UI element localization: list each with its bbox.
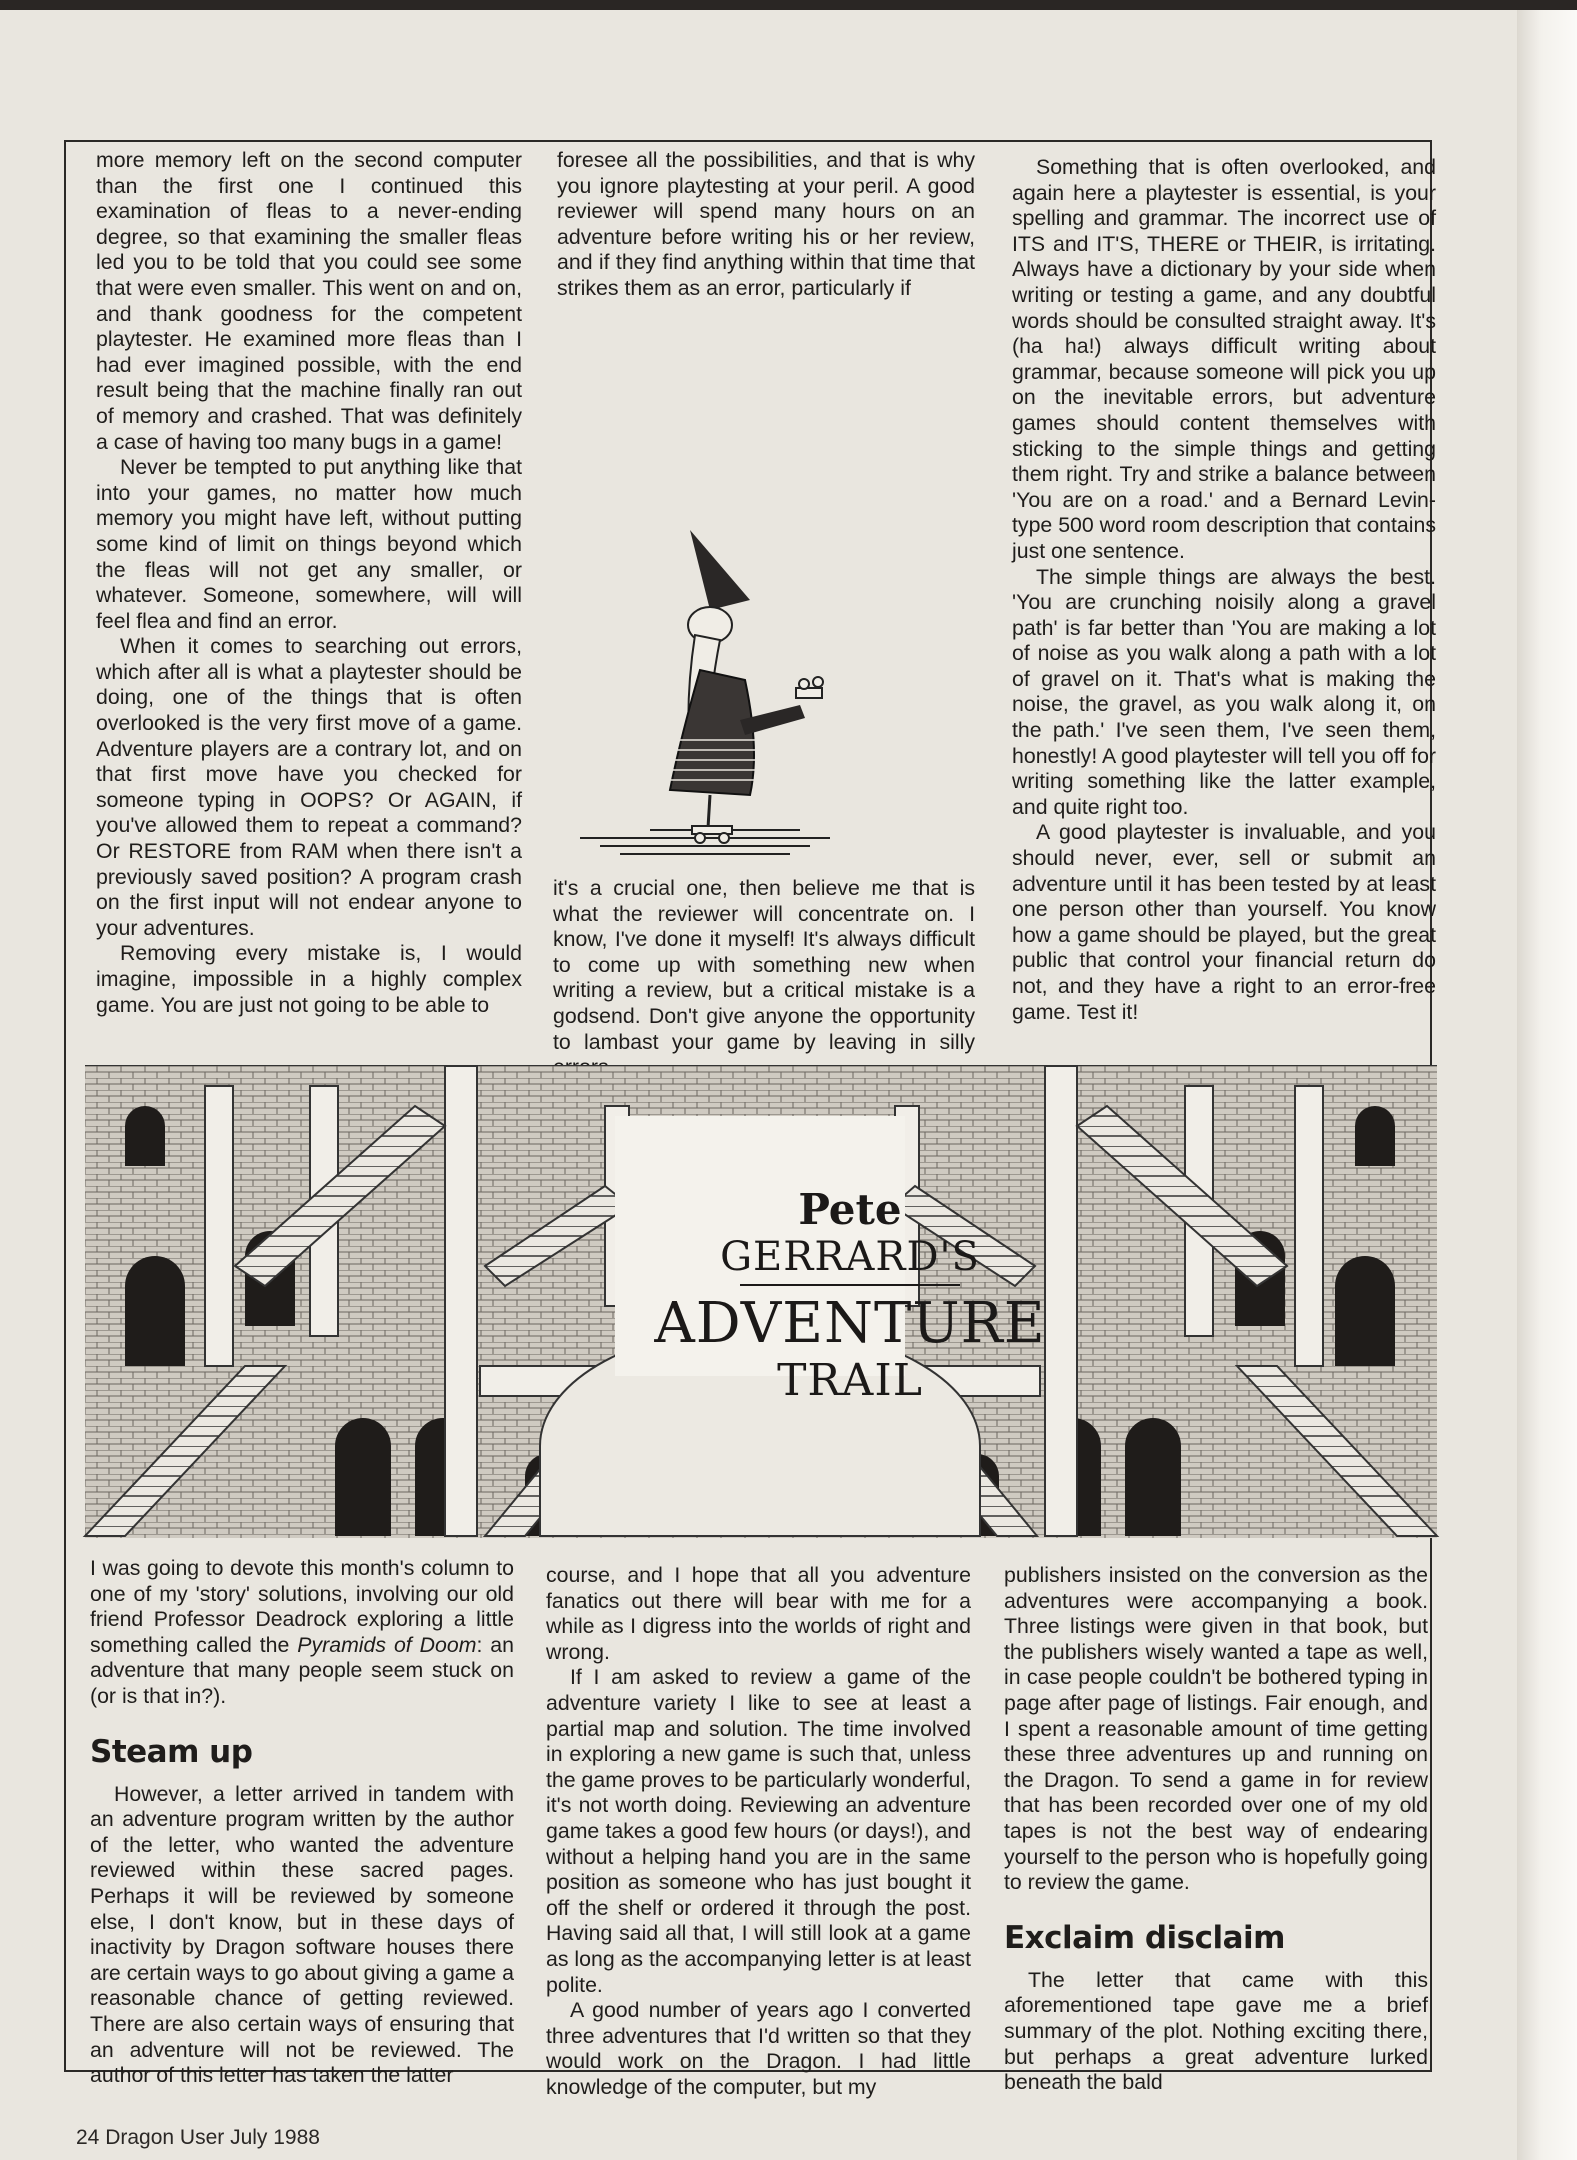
title-divider bbox=[740, 1284, 960, 1286]
paragraph: A good number of years ago I converted three adventures that I'd written so that they would work on the Dragon. I had little knowledge of the computer, but my bbox=[546, 1998, 971, 2099]
bottom-column-2 bbox=[546, 1563, 971, 2099]
section-heading: Steam up bbox=[90, 1733, 253, 1770]
intro-text-start: I was going to devote this month's column to one of my 'story' solutions, involving our old friend Professor Deadrock exploring a little something called the bbox=[90, 1556, 514, 1657]
top-dark-strip bbox=[0, 0, 1577, 10]
bottom-column-1 bbox=[90, 1556, 514, 2088]
paragraph: A good playtester is invaluable, and you should never, ever, sell or submit an adventure until it has been tested by at least one person other than yourself. You know how a game should be played, but the great public that control your financial return do not, and they have a right to an error-free game. Test it! bbox=[1012, 820, 1436, 1024]
paragraph: The simple things are always the best. 'You are crunching noisily along a gravel path' is far better than 'You are making a lot of noise as you walk along a path with a lot of gravel on it. That's what is making the noise, the gravel, as you walk along it, on the path.' I've seen them, I've seen them, honestly! A good playtester will tell you off for writing something like the latter example, and quite right too. bbox=[1012, 564, 1436, 819]
top-column-2-lower bbox=[553, 876, 975, 1056]
paragraph: publishers insisted on the conversion as the adventures were accompanying a book. Three listings were given in that book, but the publishers wisely wanted a tape as well, in case people couldn't be bothered typing in page after page of listings. Fair enough, and I spent a reasonable amount of time getting these three adventures up and running on the Dragon. To send a game in for review that has been recorded over one of my old tapes is not the best way of endearing yourself to the person who is hopefully going to review the game. bbox=[1004, 1563, 1428, 1895]
top-column-1 bbox=[96, 148, 522, 1048]
author-surname: GERRARD'S bbox=[720, 1234, 980, 1280]
title-trail: TRAIL bbox=[777, 1355, 923, 1406]
column-banner-escher-illustration bbox=[85, 1065, 1437, 1537]
game-title: Pyramids of Doom bbox=[297, 1632, 477, 1657]
section-heading: Exclaim disclaim bbox=[1004, 1919, 1285, 1956]
paragraph: more memory left on the second computer than the first one I continued this examination of fleas to a never-ending degree, so that examining the smaller fleas led you to be told that you could see some that were even smaller. This went on and on, and thank goodness for the competent playtester. He examined more fleas than I had ever imagined possible, with the end result being that the machine finally ran out of memory and crashed. That was definitely a case of having too many bugs in a game! bbox=[96, 148, 522, 454]
paragraph: If I am asked to review a game of the adventure variety I like to see at least a partial map and solution. The time involved in exploring a new game is such that, unless the game proves to be particularly wonderful, it's not worth doing. Reviewing an adventure game takes a good few hours (or days!), and without a helping hand you are in the same position as someone who has just bought it off the shelf or ordered it through the post. Having said all that, I will still look at a game as long as the accompanying letter is at least polite. bbox=[546, 1665, 971, 1997]
paragraph: However, a letter arrived in tandem with an adventure program written by the author of the letter, who wanted the adventure reviewed within these sacred pages. Perhaps it will be reviewed by someone else, I don't know, but in these days of inactivity by Dragon software houses there are certain ways to go about giving a game a reasonable chance of getting reviewed. There are also certain ways of ensuring that an adventure will not be reviewed. The author of this letter has taken the latter bbox=[90, 1781, 514, 2088]
author-first-name: Pete bbox=[798, 1185, 902, 1234]
column-title bbox=[640, 1124, 1060, 1444]
page-gutter-shadow bbox=[1517, 10, 1577, 2160]
top-column-3 bbox=[1012, 155, 1436, 1055]
paragraph: When it comes to searching out errors, which after all is what a playtester should be doing, one of the things that is often overlooked is the very first move of a game. Adventure players are a contrary lot, and on that first move have you checked for someone typing in OOPS? Or AGAIN, if you've allowed them to repeat a command? Or RESTORE from RAM when there isn't a previously saved position? A program crash on the first input will not endear anyone to your adventures. bbox=[96, 634, 522, 940]
top-column-2-upper bbox=[557, 148, 975, 588]
wizard-roller-skates-illustration bbox=[560, 590, 980, 870]
page-footer: 24 Dragon User July 1988 bbox=[76, 2126, 320, 2149]
paragraph: Never be tempted to put anything like that into your games, no matter how much memory you might have left, without putting some kind of limit on things beyond which the fleas will not get any smaller, or whatever. Someone, somewhere, will will feel flea and find an error. bbox=[96, 455, 522, 633]
paragraph: foresee all the possibilities, and that is why you ignore playtesting at your peril. A good reviewer will spend many hours on an adventure before writing his or her review, and if they find anything within that time that strikes them as an error, particularly if bbox=[557, 148, 975, 300]
intro-text-end: : an adventure that many people seem stuck on (or is that in?). bbox=[90, 1632, 514, 1708]
paragraph: Something that is often overlooked, and again here a playtester is essential, is your spelling and grammar. The incorrect use of ITS and IT'S, THERE or THEIR, is irritating. Always have a dictionary by your side when writing or testing a game, and any doubtful words should be consulted straight away. It's (ha ha!) always difficult writing about grammar, because someone will pick you up on the inevitable errors, but adventure games should content themselves with sticking to the simple things and getting them right. Try and strike a balance between 'You are on a road.' and a Bernard Levin-type 500 word room description that contains just one sentence. bbox=[1012, 155, 1436, 563]
paragraph: Removing every mistake is, I would imagine, impossible in a highly complex game. You are just not going to be able to bbox=[96, 941, 522, 1017]
bottom-column-3 bbox=[1004, 1563, 1428, 2095]
intro-paragraph bbox=[90, 1556, 514, 1710]
paragraph: course, and I hope that all you adventure fanatics out there will bear with me for a while as I digress into the worlds of right and wrong. bbox=[546, 1563, 971, 1664]
title-adventure: ADVENTURE bbox=[654, 1291, 1046, 1356]
paragraph: The letter that came with this aforementioned tape gave me a brief summary of the plot. Nothing exciting there, but perhaps a great adventure lurked beneath the bald bbox=[1004, 1967, 1428, 2095]
paragraph: it's a crucial one, then believe me that is what the reviewer will concentrate on. I know, I've done it myself! It's always difficult to come up with something new when writing a review, but a critical mistake is a godsend. Don't give anyone the opportunity to lambast your game by leaving in silly bbox=[553, 876, 975, 1054]
